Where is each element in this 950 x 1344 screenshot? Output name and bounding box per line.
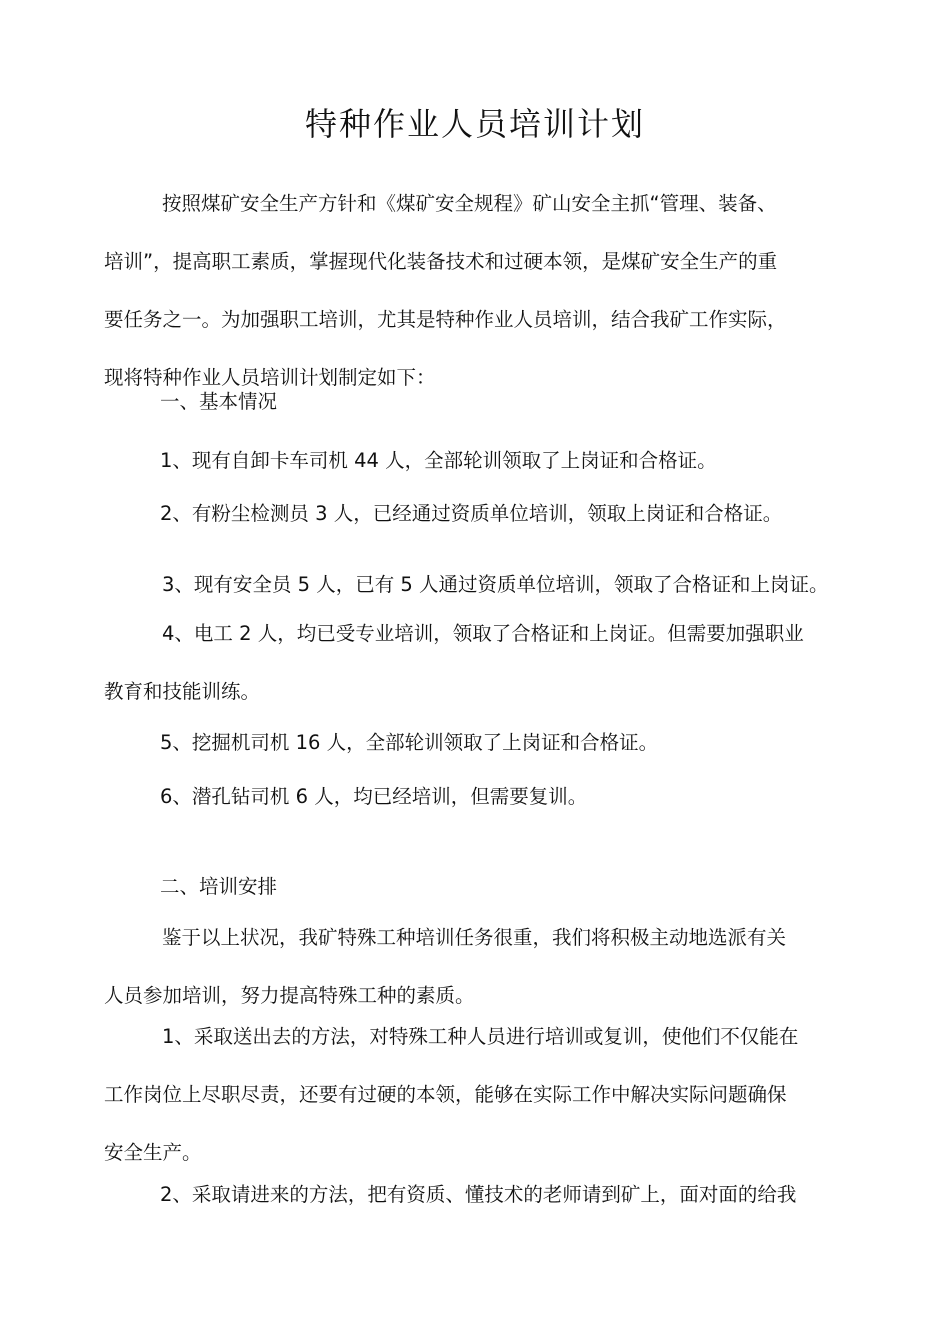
section2-intro-line-2: 人员参加培训，努力提高特殊工种的素质。 bbox=[104, 984, 475, 1007]
intro-line-1: 按照煤矿安全生产方针和《煤矿安全规程》矿山安全主抓“管理、装备、 bbox=[162, 192, 777, 215]
intro-line-4: 现将特种作业人员培训计划制定如下： bbox=[104, 366, 436, 389]
intro-line-2: 培训”，提高职工素质，掌握现代化装备技术和过硬本领，是煤矿安全生产的重 bbox=[104, 250, 778, 273]
document-title: 特种作业人员培训计划 bbox=[304, 105, 645, 143]
item-4-line-1: 4、电工 2 人，均已受专业培训，领取了合格证和上岗证。但需要加强职业 bbox=[162, 622, 804, 645]
intro-line-3: 要任务之一。为加强职工培训，尤其是特种作业人员培训，结合我矿工作实际， bbox=[104, 308, 787, 331]
item-2: 2、有粉尘检测员 3 人，已经通过资质单位培训，领取上岗证和合格证。 bbox=[160, 502, 783, 525]
item-1: 1、现有自卸卡车司机 44 人，全部轮训领取了上岗证和合格证。 bbox=[160, 449, 717, 472]
item-6: 6、潜孔钻司机 6 人，均已经培训，但需要复训。 bbox=[160, 785, 588, 808]
method-1-line-2: 工作岗位上尽职尽责，还要有过硬的本领，能够在实际工作中解决实际问题确保 bbox=[104, 1083, 787, 1106]
item-5: 5、挖掘机司机 16 人，全部轮训领取了上岗证和合格证。 bbox=[160, 731, 659, 754]
item-4 bbox=[104, 605, 864, 721]
item-3: 3、现有安全员 5 人，已有 5 人通过资质单位培训，领取了合格证和上岗证。 bbox=[162, 573, 829, 596]
method-1 bbox=[104, 1008, 864, 1182]
method-2: 2、采取请进来的方法，把有资质、懂技术的老师请到矿上，面对面的给我 bbox=[160, 1183, 797, 1206]
section1-heading: 一、基本情况 bbox=[160, 390, 278, 413]
section2-heading: 二、培训安排 bbox=[160, 875, 278, 898]
method-1-line-3: 安全生产。 bbox=[104, 1141, 202, 1164]
section2-intro-line-1: 鉴于以上状况，我矿特殊工种培训任务很重，我们将积极主动地选派有关 bbox=[162, 926, 787, 949]
method-1-line-1: 1、采取送出去的方法，对特殊工种人员进行培训或复训，使他们不仅能在 bbox=[162, 1025, 799, 1048]
item-4-line-2: 教育和技能训练。 bbox=[104, 680, 261, 703]
